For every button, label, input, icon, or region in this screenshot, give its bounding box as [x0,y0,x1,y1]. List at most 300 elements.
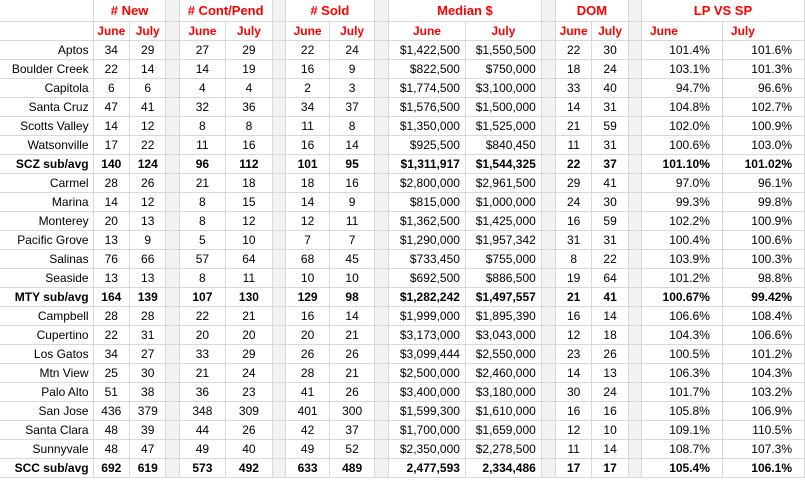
lpsp-july-cell: 100.6% [722,230,804,249]
new-june-cell: 28 [93,173,129,192]
lpsp-july-cell: 99.8% [722,192,804,211]
lpsp-july-cell: 106.9% [722,401,804,420]
lpsp-july-cell: 106.6% [722,325,804,344]
dom-july-cell: 37 [592,154,628,173]
table-row [0,325,805,344]
new-june-cell: 17 [93,135,129,154]
dom-june-cell: 12 [555,420,591,439]
median-july-cell: $1,895,390 [465,306,541,325]
dom-july-cell: 59 [592,116,628,135]
lpsp-july-cell: 101.6% [722,40,804,59]
cont-june-cell: 573 [179,458,226,477]
new-june-cell: 14 [93,192,129,211]
sold-june-cell: 14 [285,192,330,211]
sold-june-cell: 401 [285,401,330,420]
table-row [0,439,805,458]
median-june-cell: $822,500 [389,59,466,78]
city-name: Monterey [0,211,93,230]
median-june-cell: 2,477,593 [389,458,466,477]
new-july-cell: 12 [130,192,166,211]
dom-june-cell: 11 [555,439,591,458]
cont-june-cell: 27 [179,40,226,59]
dom-july-cell: 22 [592,249,628,268]
cont-june-cell: 32 [179,97,226,116]
lpsp-june-cell: 103.9% [641,249,722,268]
city-name: Boulder Creek [0,59,93,78]
median-june-cell: $1,282,242 [389,287,466,306]
table-row [0,401,805,420]
cont-june-cell: 49 [179,439,226,458]
median-june-cell: $3,400,000 [389,382,466,401]
cont-july-cell: 29 [226,344,273,363]
dom-july-cell: 30 [592,192,628,211]
dom-june-cell: 21 [555,287,591,306]
new-july-cell: 6 [130,78,166,97]
month-july: July [465,21,541,40]
median-july-cell: $886,500 [465,268,541,287]
table-row [0,344,805,363]
new-july-cell: 13 [130,211,166,230]
median-july-cell: $755,000 [465,249,541,268]
dom-june-cell: 24 [555,192,591,211]
table-row [0,211,805,230]
city-name: MTY sub/avg [0,287,93,306]
dom-june-cell: 14 [555,97,591,116]
median-june-cell: $1,422,500 [389,40,466,59]
lpsp-july-cell: 100.3% [722,249,804,268]
lpsp-july-cell: 100.9% [722,116,804,135]
new-july-cell: 29 [130,40,166,59]
median-june-cell: $1,774,500 [389,78,466,97]
sold-july-cell: 95 [330,154,375,173]
city-name: Cupertino [0,325,93,344]
month-june: June [641,21,722,40]
sold-june-cell: 10 [285,268,330,287]
city-name: Marina [0,192,93,211]
cont-june-cell: 96 [179,154,226,173]
dom-june-cell: 17 [555,458,591,477]
lpsp-june-cell: 104.8% [641,97,722,116]
dom-july-cell: 31 [592,97,628,116]
table-row [0,78,805,97]
median-july-cell: $1,659,000 [465,420,541,439]
city-name: Palo Alto [0,382,93,401]
sold-july-cell: 7 [330,230,375,249]
cont-july-cell: 10 [226,230,273,249]
cont-july-cell: 4 [226,78,273,97]
dom-june-cell: 19 [555,268,591,287]
cont-june-cell: 22 [179,306,226,325]
median-june-cell: $2,350,000 [389,439,466,458]
month-july: July [722,21,804,40]
lpsp-july-cell: 100.9% [722,211,804,230]
sold-june-cell: 34 [285,97,330,116]
dom-july-cell: 31 [592,135,628,154]
sold-july-cell: 11 [330,211,375,230]
lpsp-june-cell: 94.7% [641,78,722,97]
sold-july-cell: 3 [330,78,375,97]
median-june-cell: $1,350,000 [389,116,466,135]
median-july-cell: $840,450 [465,135,541,154]
sold-july-cell: 9 [330,192,375,211]
cont-june-cell: 33 [179,344,226,363]
cont-july-cell: 40 [226,439,273,458]
table-row [0,420,805,439]
median-july-cell: $1,550,500 [465,40,541,59]
corner-cell [0,0,93,21]
month-june: June [179,21,226,40]
month-july: July [592,21,628,40]
lpsp-june-cell: 101.2% [641,268,722,287]
dom-june-cell: 21 [555,116,591,135]
cont-june-cell: 8 [179,116,226,135]
lpsp-june-cell: 106.6% [641,306,722,325]
new-july-cell: 38 [130,382,166,401]
new-june-cell: 34 [93,40,129,59]
sold-july-cell: 26 [330,344,375,363]
new-july-cell: 13 [130,268,166,287]
median-july-cell: $2,278,500 [465,439,541,458]
lpsp-june-cell: 103.1% [641,59,722,78]
month-july: July [130,21,166,40]
new-july-cell: 124 [130,154,166,173]
median-july-cell: $1,425,000 [465,211,541,230]
cont-june-cell: 14 [179,59,226,78]
group-header-row [0,0,805,21]
lpsp-june-cell: 105.4% [641,458,722,477]
sold-june-cell: 28 [285,363,330,382]
city-name: Pacific Grove [0,230,93,249]
table-row [0,97,805,116]
city-name: Campbell [0,306,93,325]
new-june-cell: 51 [93,382,129,401]
cont-july-cell: 20 [226,325,273,344]
dom-july-cell: 10 [592,420,628,439]
cont-june-cell: 36 [179,382,226,401]
lpsp-june-cell: 101.7% [641,382,722,401]
lpsp-july-cell: 96.1% [722,173,804,192]
median-july-cell: $1,000,000 [465,192,541,211]
cont-july-cell: 36 [226,97,273,116]
sold-june-cell: 2 [285,78,330,97]
new-july-cell: 14 [130,59,166,78]
lpsp-june-cell: 105.8% [641,401,722,420]
lpsp-july-cell: 108.4% [722,306,804,325]
sold-june-cell: 16 [285,59,330,78]
median-july-cell: $1,525,000 [465,116,541,135]
median-june-cell: $3,099,444 [389,344,466,363]
header-lp-vs-sp: LP VS SP [641,0,804,21]
dom-june-cell: 29 [555,173,591,192]
lpsp-july-cell: 103.2% [722,382,804,401]
dom-july-cell: 40 [592,78,628,97]
cont-june-cell: 348 [179,401,226,420]
city-name: Mtn View [0,363,93,382]
new-july-cell: 30 [130,363,166,382]
sold-july-cell: 24 [330,40,375,59]
new-july-cell: 379 [130,401,166,420]
dom-june-cell: 12 [555,325,591,344]
cont-july-cell: 16 [226,135,273,154]
cont-june-cell: 8 [179,192,226,211]
table-row [0,40,805,59]
sold-june-cell: 41 [285,382,330,401]
cont-july-cell: 64 [226,249,273,268]
lpsp-june-cell: 97.0% [641,173,722,192]
new-june-cell: 48 [93,420,129,439]
cont-june-cell: 57 [179,249,226,268]
median-july-cell: $750,000 [465,59,541,78]
table-row [0,135,805,154]
cont-june-cell: 44 [179,420,226,439]
sold-july-cell: 14 [330,306,375,325]
lpsp-july-cell: 96.6% [722,78,804,97]
month-july: July [330,21,375,40]
dom-june-cell: 16 [555,401,591,420]
sold-june-cell: 22 [285,40,330,59]
cont-june-cell: 4 [179,78,226,97]
dom-june-cell: 16 [555,306,591,325]
sold-june-cell: 101 [285,154,330,173]
cont-june-cell: 107 [179,287,226,306]
lpsp-july-cell: 101.2% [722,344,804,363]
median-july-cell: $2,460,000 [465,363,541,382]
dom-july-cell: 14 [592,439,628,458]
subtotal-row [0,287,805,306]
lpsp-july-cell: 106.1% [722,458,804,477]
median-july-cell: $3,043,000 [465,325,541,344]
city-name: Salinas [0,249,93,268]
city-name: Carmel [0,173,93,192]
cont-july-cell: 8 [226,116,273,135]
dom-july-cell: 14 [592,306,628,325]
new-july-cell: 27 [130,344,166,363]
dom-june-cell: 30 [555,382,591,401]
median-june-cell: $1,576,500 [389,97,466,116]
median-july-cell: $2,961,500 [465,173,541,192]
cont-july-cell: 309 [226,401,273,420]
sold-june-cell: 12 [285,211,330,230]
new-july-cell: 619 [130,458,166,477]
sold-june-cell: 49 [285,439,330,458]
city-name: SCZ sub/avg [0,154,93,173]
dom-june-cell: 18 [555,59,591,78]
sold-june-cell: 633 [285,458,330,477]
sold-june-cell: 42 [285,420,330,439]
new-june-cell: 140 [93,154,129,173]
cont-june-cell: 21 [179,173,226,192]
sold-july-cell: 489 [330,458,375,477]
sold-july-cell: 37 [330,420,375,439]
sold-june-cell: 7 [285,230,330,249]
lpsp-june-cell: 108.7% [641,439,722,458]
dom-july-cell: 16 [592,401,628,420]
lpsp-june-cell: 100.5% [641,344,722,363]
cont-june-cell: 20 [179,325,226,344]
dom-june-cell: 31 [555,230,591,249]
lpsp-july-cell: 103.0% [722,135,804,154]
table-row [0,268,805,287]
median-june-cell: $1,311,917 [389,154,466,173]
dom-june-cell: 16 [555,211,591,230]
sold-july-cell: 300 [330,401,375,420]
cont-july-cell: 21 [226,306,273,325]
median-july-cell: $1,957,342 [465,230,541,249]
new-june-cell: 22 [93,325,129,344]
cont-july-cell: 29 [226,40,273,59]
cont-june-cell: 5 [179,230,226,249]
city-name: Seaside [0,268,93,287]
new-july-cell: 12 [130,116,166,135]
dom-june-cell: 33 [555,78,591,97]
cont-june-cell: 11 [179,135,226,154]
median-july-cell: $1,500,000 [465,97,541,116]
header-dom: DOM [555,0,628,21]
dom-july-cell: 31 [592,230,628,249]
sold-june-cell: 68 [285,249,330,268]
header-cont-pend: # Cont/Pend [179,0,272,21]
sold-june-cell: 20 [285,325,330,344]
cont-july-cell: 112 [226,154,273,173]
month-header-row [0,21,805,40]
table-row [0,249,805,268]
month-june: June [285,21,330,40]
cont-june-cell: 21 [179,363,226,382]
sold-july-cell: 52 [330,439,375,458]
sold-june-cell: 129 [285,287,330,306]
month-june: June [555,21,591,40]
table-row [0,382,805,401]
table-row [0,59,805,78]
cont-july-cell: 24 [226,363,273,382]
new-june-cell: 164 [93,287,129,306]
median-june-cell: $925,500 [389,135,466,154]
median-june-cell: $1,999,000 [389,306,466,325]
lpsp-july-cell: 102.7% [722,97,804,116]
dom-july-cell: 26 [592,344,628,363]
lpsp-june-cell: 101.4% [641,40,722,59]
city-name: Sunnyvale [0,439,93,458]
median-june-cell: $1,362,500 [389,211,466,230]
sold-july-cell: 21 [330,325,375,344]
table-row [0,363,805,382]
median-june-cell: $733,450 [389,249,466,268]
median-june-cell: $2,500,000 [389,363,466,382]
median-july-cell: $1,497,557 [465,287,541,306]
lpsp-july-cell: 104.3% [722,363,804,382]
cont-july-cell: 12 [226,211,273,230]
dom-july-cell: 41 [592,173,628,192]
table-row [0,192,805,211]
dom-june-cell: 23 [555,344,591,363]
new-june-cell: 25 [93,363,129,382]
sold-july-cell: 9 [330,59,375,78]
new-july-cell: 31 [130,325,166,344]
sold-july-cell: 45 [330,249,375,268]
new-june-cell: 34 [93,344,129,363]
sold-july-cell: 98 [330,287,375,306]
header-new: # New [93,0,166,21]
lpsp-june-cell: 102.0% [641,116,722,135]
dom-july-cell: 30 [592,40,628,59]
sold-july-cell: 16 [330,173,375,192]
median-june-cell: $2,800,000 [389,173,466,192]
median-july-cell: 2,334,486 [465,458,541,477]
city-name: Los Gatos [0,344,93,363]
lpsp-june-cell: 109.1% [641,420,722,439]
new-june-cell: 13 [93,230,129,249]
month-june: June [93,21,129,40]
lpsp-july-cell: 99.42% [722,287,804,306]
dom-june-cell: 8 [555,249,591,268]
new-july-cell: 139 [130,287,166,306]
new-july-cell: 22 [130,135,166,154]
dom-june-cell: 11 [555,135,591,154]
lpsp-july-cell: 107.3% [722,439,804,458]
table-row [0,116,805,135]
table-row [0,173,805,192]
lpsp-june-cell: 100.4% [641,230,722,249]
city-name: San Jose [0,401,93,420]
sold-june-cell: 16 [285,135,330,154]
new-july-cell: 28 [130,306,166,325]
new-june-cell: 76 [93,249,129,268]
dom-july-cell: 64 [592,268,628,287]
lpsp-july-cell: 101.02% [722,154,804,173]
city-name: Scotts Valley [0,116,93,135]
subtotal-row [0,154,805,173]
median-june-cell: $815,000 [389,192,466,211]
lpsp-june-cell: 99.3% [641,192,722,211]
new-june-cell: 20 [93,211,129,230]
lpsp-june-cell: 100.6% [641,135,722,154]
lpsp-july-cell: 98.8% [722,268,804,287]
dom-june-cell: 14 [555,363,591,382]
sold-june-cell: 18 [285,173,330,192]
city-name: Santa Clara [0,420,93,439]
cont-july-cell: 492 [226,458,273,477]
cont-july-cell: 11 [226,268,273,287]
sold-july-cell: 37 [330,97,375,116]
header-sold: # Sold [285,0,374,21]
dom-july-cell: 59 [592,211,628,230]
median-june-cell: $1,290,000 [389,230,466,249]
lpsp-june-cell: 104.3% [641,325,722,344]
header-median: Median $ [389,0,542,21]
sold-july-cell: 21 [330,363,375,382]
new-june-cell: 436 [93,401,129,420]
lpsp-july-cell: 110.5% [722,420,804,439]
dom-july-cell: 17 [592,458,628,477]
cont-july-cell: 18 [226,173,273,192]
median-june-cell: $3,173,000 [389,325,466,344]
cont-july-cell: 26 [226,420,273,439]
new-july-cell: 66 [130,249,166,268]
dom-july-cell: 13 [592,363,628,382]
dom-july-cell: 41 [592,287,628,306]
new-july-cell: 47 [130,439,166,458]
sold-july-cell: 8 [330,116,375,135]
median-june-cell: $1,599,300 [389,401,466,420]
new-june-cell: 47 [93,97,129,116]
lpsp-june-cell: 106.3% [641,363,722,382]
city-name: Aptos [0,40,93,59]
city-name: Santa Cruz [0,97,93,116]
new-june-cell: 28 [93,306,129,325]
new-june-cell: 14 [93,116,129,135]
table-row [0,306,805,325]
corner-cell [0,21,93,40]
